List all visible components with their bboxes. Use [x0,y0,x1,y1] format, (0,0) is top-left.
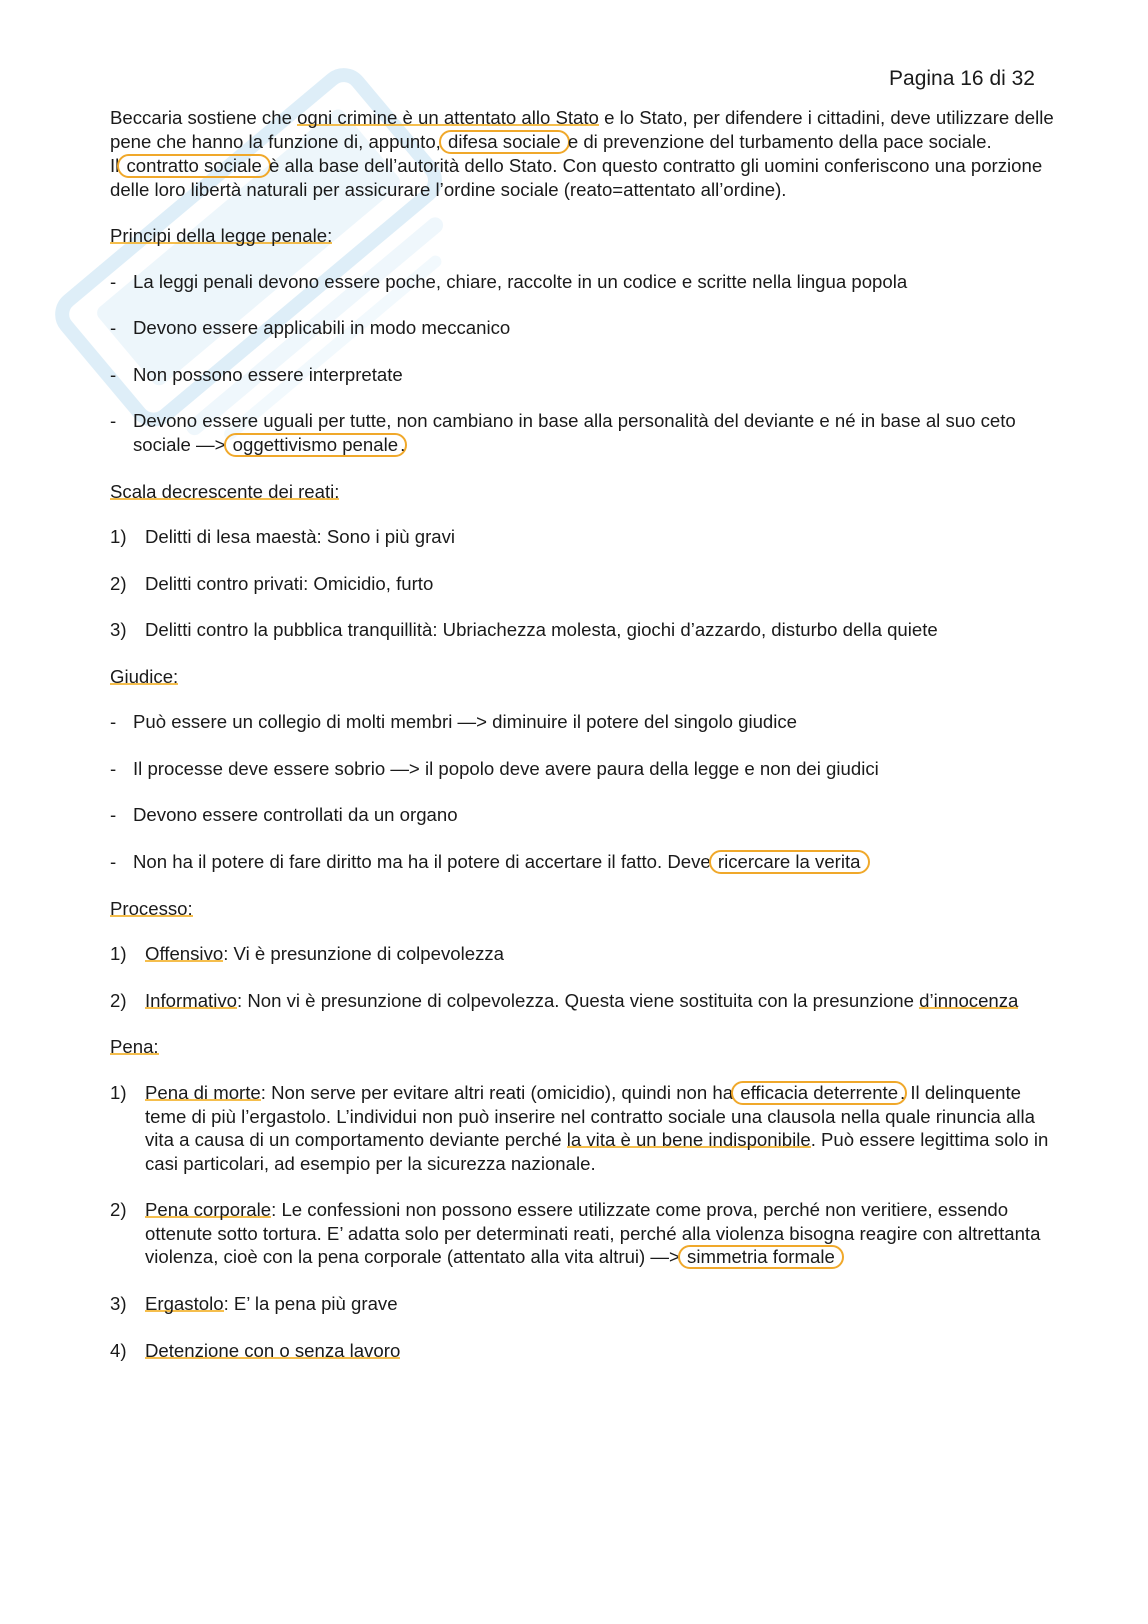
intro-paragraph-2: Il contratto sociale è alla base dell’autorità dello Stato. Con questo contratto gli uomini conferiscono una porzione delle loro libertà naturali per assicurare l’ordine sociale (reato=attentato all’ordine). [110,154,1043,200]
list-item: - Il processe deve essere sobrio —> il popolo deve avere paura della legge e non dei giudici [110,757,1060,781]
list-item: 3) Ergastolo: E’ la pena più grave [110,1293,398,1314]
list-item: 4) Detenzione con o senza lavoro [110,1339,401,1361]
circled-term: contratto sociale [117,154,270,178]
circled-term: oggettivismo penale [224,433,407,457]
list-item: - La leggi penali devono essere poche, chiare, raccolte in un codice e scritte nella lingua popola [110,270,1060,294]
list-item: 3) Delitti contro la pubblica tranquillità: Ubriachezza molesta, giochi d’azzardo, disturbo della quiete [110,619,938,640]
intro-paragraph-1: Beccaria sostiene che ogni crimine è un attentato allo Stato e lo Stato, per difendere i cittadini, deve utilizzare delle pene che hanno la funzione di, appunto, difesa sociale e di prevenzione del turbamento della pace sociale. [110,107,1054,152]
section-heading: Processo: [110,897,193,919]
page-number: Pagina 16 di 32 [889,67,1035,90]
list-item: 2) Informativo: Non vi è presunzione di colpevolezza. Questa viene sostituita con la presunzione d’innocenza [110,989,1019,1011]
list-item: - Può essere un collegio di molti membri —> diminuire il potere del singolo giudice [110,710,1060,734]
circled-term: simmetria formale [678,1245,844,1269]
circled-term: ricercare la verita [709,850,870,874]
list-item: 1) Pena di morte: Non serve per evitare altri reati (omicidio), quindi non ha efficacia deterrente . Il delinquente teme di più l’ergastolo. L’individui non può inserire nel contratto sociale una clausola nella quale rinuncia alla vita a causa di un comportamento deviante perché la vita è un bene indisponibile. Può essere legittima solo in casi particolari, ad esempio per la sicurezza nazionale. [110,1081,1049,1174]
list-item: 2) Pena corporale: Le confessioni non possono essere utilizzate come prova, perché non veritiere, essendo ottenute sotto tortura. E’ adatta solo per determinati reati, perché alla violenza bisogna reagire con altrettanta violenza, cioè con la pena corporale (attentato alla vita altrui) —> simmetria formale [110,1199,1041,1267]
circled-term: difesa sociale [439,130,570,154]
section-heading: Pena: [110,1036,159,1057]
list-item: - Devono essere uguali per tutte, non cambiano in base alla personalità del deviante e né in base al suo ceto sociale —> oggettivismo penale . [110,409,1060,457]
list-item: 1) Delitti di lesa maestà: Sono i più gravi [110,526,456,547]
list-item: - Devono essere controllati da un organo [110,803,1060,827]
section-heading: Scala decrescente dei reati: [110,480,340,502]
list-item: 2) Delitti contro privati: Omicidio, furto [110,572,434,594]
section-heading: Principi della legge penale: [110,225,333,246]
list-item: - Non possono essere interpretate [110,363,1060,387]
list-item: - Devono essere applicabili in modo meccanico [110,316,1060,340]
list-item: 1) Offensivo: Vi è presunzione di colpevolezza [110,943,505,964]
section-heading: Giudice: [110,665,179,687]
document-body [110,106,1060,1385]
circled-term: efficacia deterrente [731,1081,907,1105]
list-item: - Non ha il potere di fare diritto ma ha il potere di accertare il fatto. Deve ricercare la verita [110,850,1060,874]
highlight: ogni crimine è un attentato allo Stato [297,107,599,128]
